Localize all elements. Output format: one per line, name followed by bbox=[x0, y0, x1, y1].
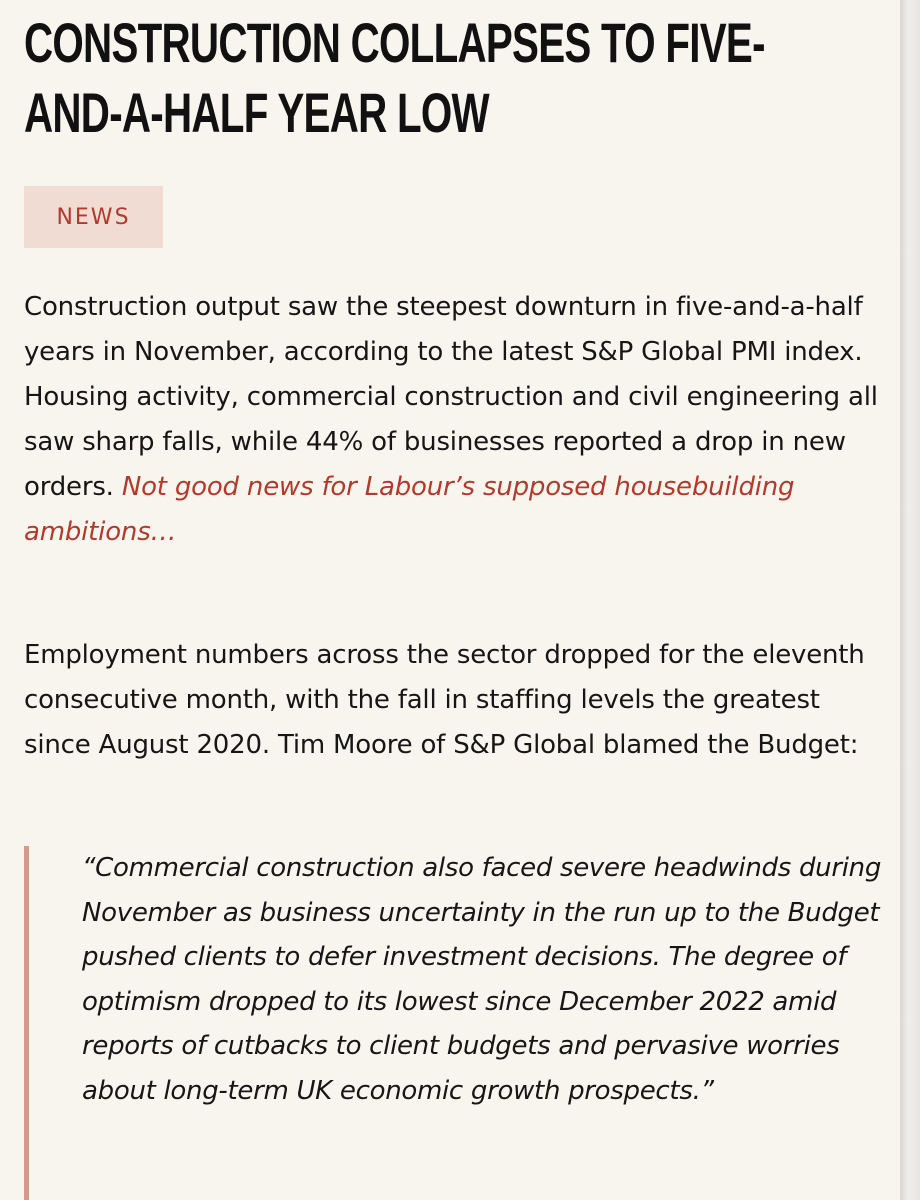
article-paragraph-1 bbox=[24, 285, 884, 555]
article-headline: CONSTRUCTION COLLAPSES TO FIVE-AND-A-HALF YEAR LOW bbox=[24, 11, 765, 144]
paragraph-2-text: Employment numbers across the sector dropped for the eleventh consecutive month, with the fall in staffing levels the greatest since August 2020. Tim Moore of S&P Global blamed the Budget: bbox=[24, 640, 865, 760]
article-paragraph-2 bbox=[24, 633, 884, 768]
pull-quote bbox=[24, 846, 884, 1200]
pull-quote-text: “Commercial construction also faced severe headwinds during November as business uncertainty in the run up to the Budget pushed clients to defer investment decisions. The degree of optimism dropped to its lowest since December 2022 amid reports of cutbacks to client budgets and pervasive worries about long-term UK economic growth prospects.” bbox=[82, 853, 882, 1106]
category-tag-label: NEWS bbox=[56, 204, 131, 230]
paragraph-1-text: Construction output saw the steepest downturn in five-and-a-half years in November, according to the latest S&P Global PMI index. Housing activity, commercial construction and civil engineering all saw sharp falls, while 44% of businesses reported a drop in new orders. bbox=[24, 292, 878, 502]
category-tag[interactable] bbox=[24, 186, 163, 248]
paragraph-1-accent: Not good news for Labour’s supposed housebuilding ambitions… bbox=[24, 472, 795, 547]
page-edge-divider bbox=[900, 0, 920, 1200]
